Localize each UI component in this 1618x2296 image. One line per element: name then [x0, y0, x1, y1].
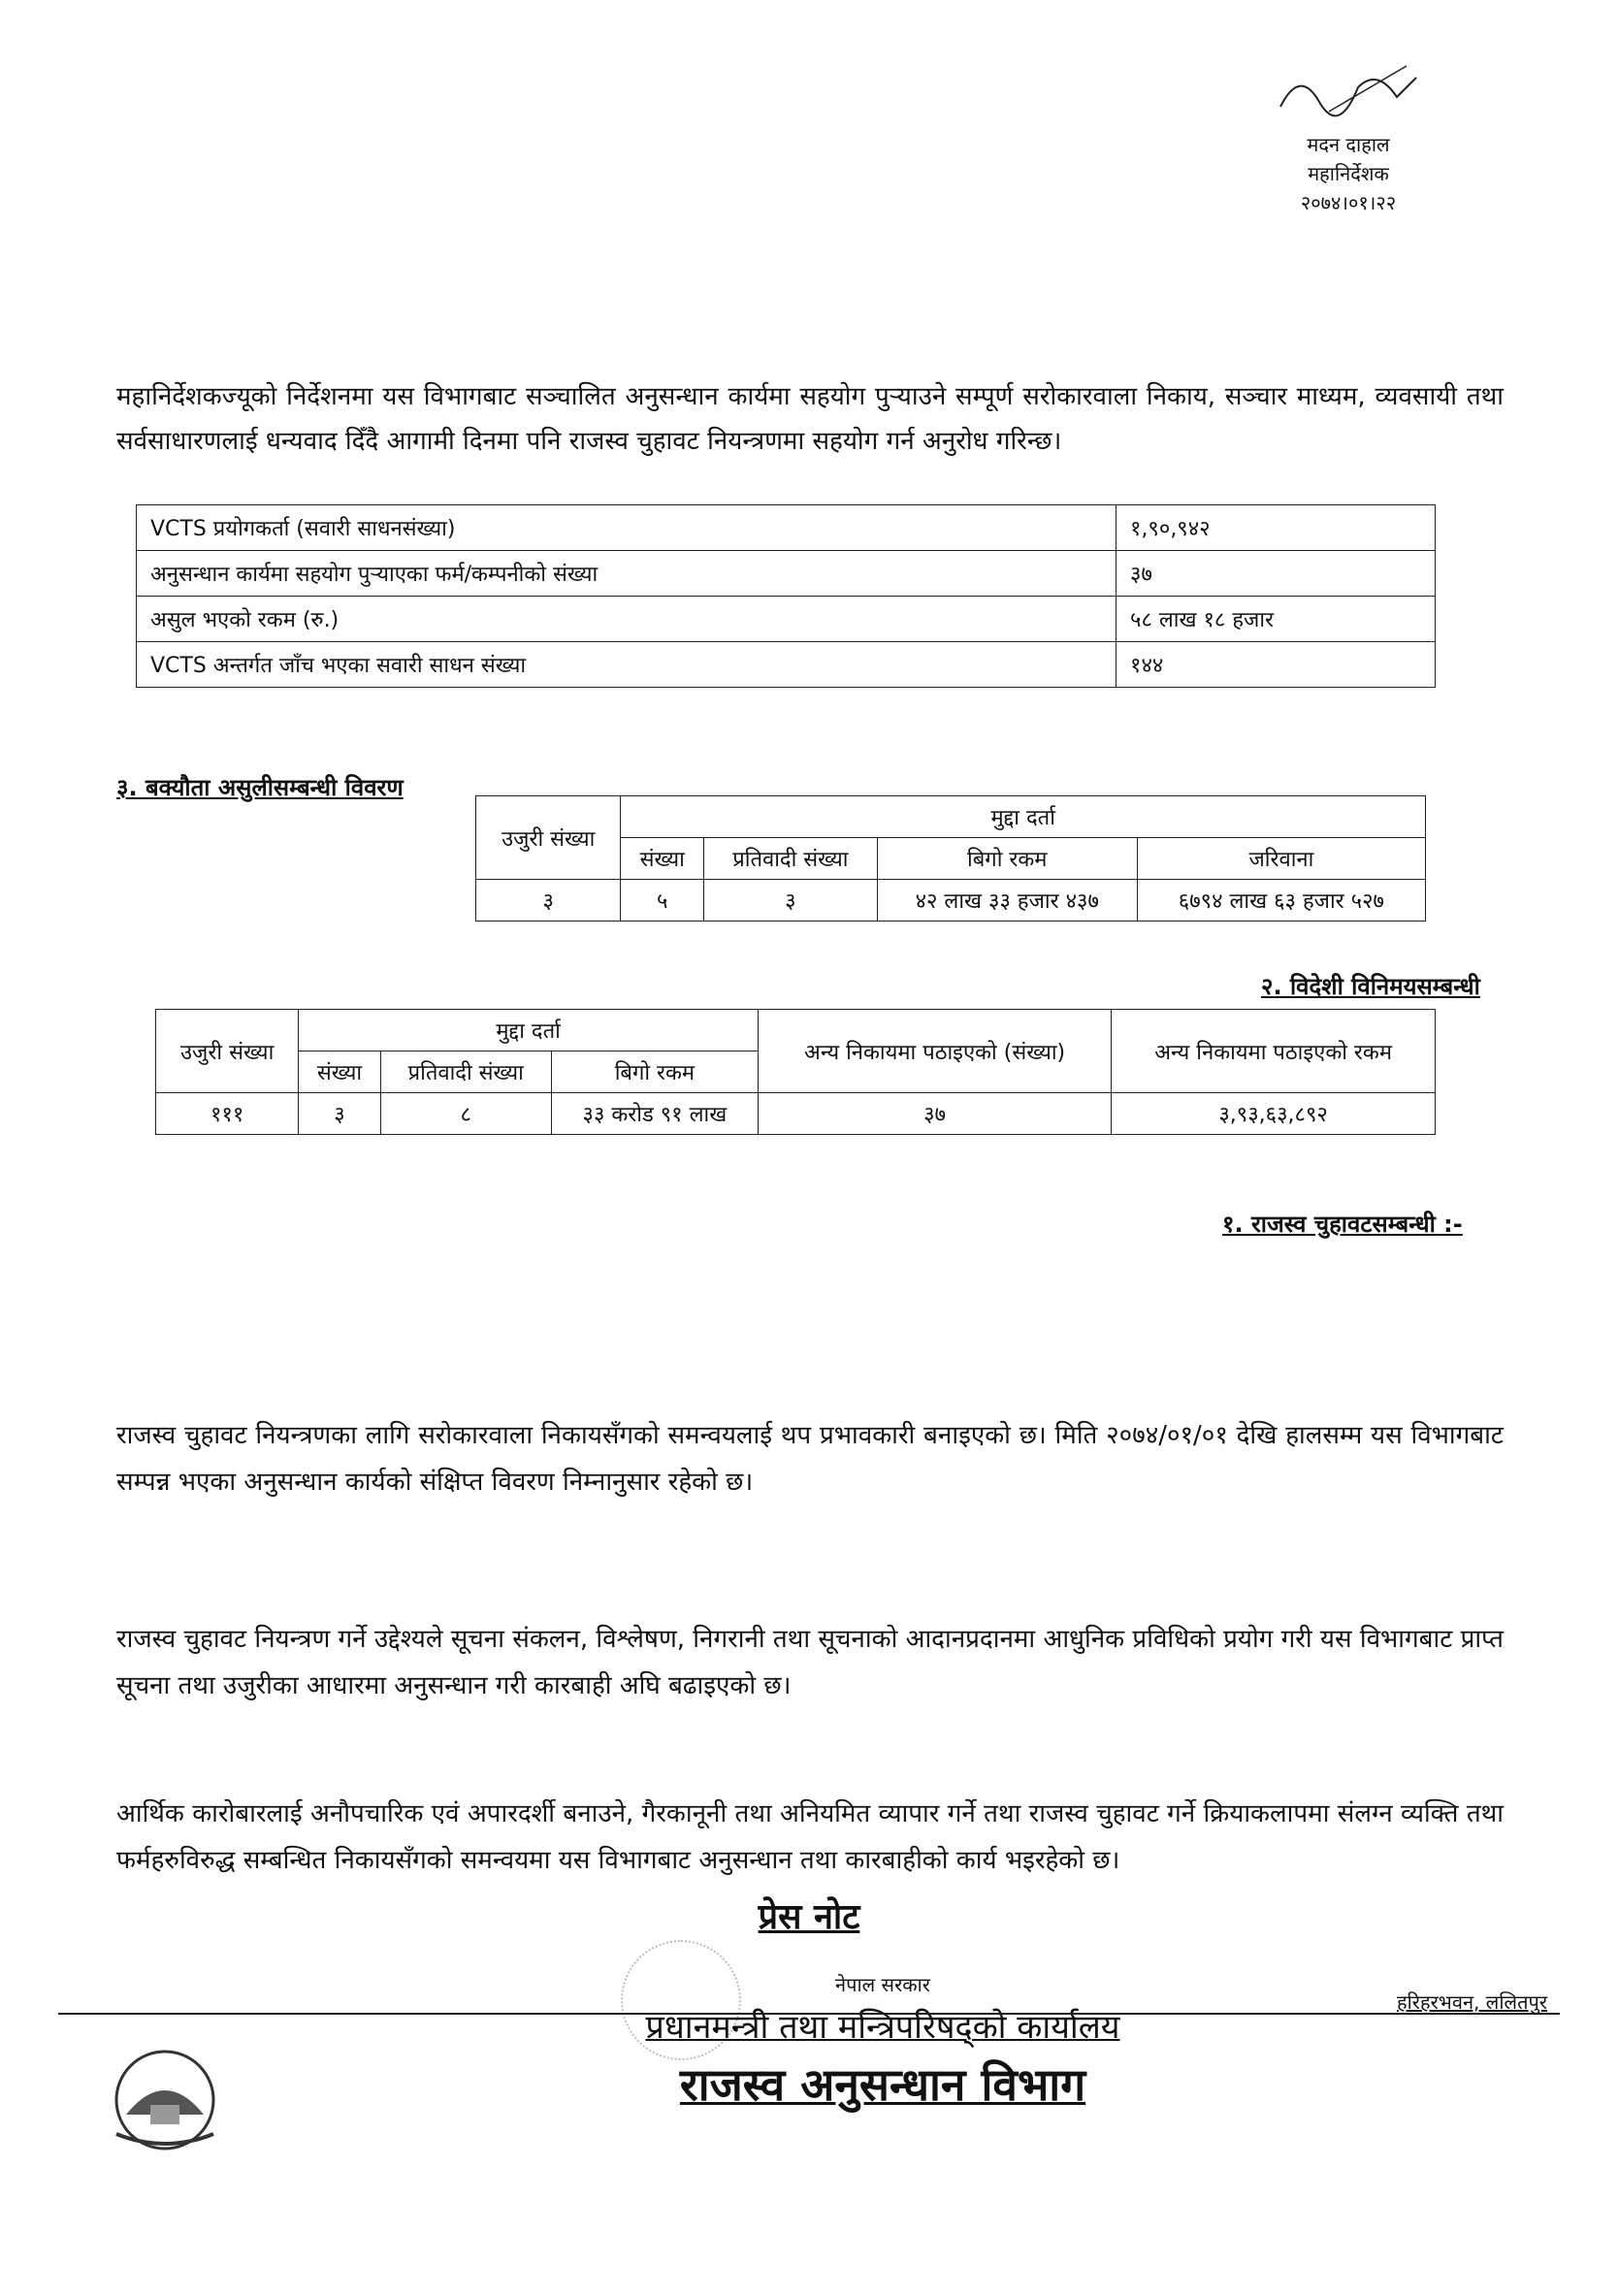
table-header: संख्या — [621, 838, 704, 880]
closing-paragraph: महानिर्देशकज्यूको निर्देशनमा यस विभागबाट सञ्चालित अनुसन्धान कार्यमा सहयोग पुर्‍याउने सम्पूर्ण सरोकारवाला निकाय, सञ्चार माध्यम, व्यवसायी तथा सर्वसाधारणलाई धन्यवाद दिँदै आगामी दिनमा पनि राजस्व चुहावट नियन्त्रणमा सहयोग गर्न अनुरोध गरिन्छ। — [116, 382, 1504, 456]
office-name: प्रधानमन्त्री तथा मन्त्रिपरिषद्को कार्यालय — [645, 2008, 1120, 2047]
table-header: अन्य निकायमा पठाइएको रकम — [1112, 1010, 1436, 1093]
table-header: संख्या — [299, 1051, 380, 1093]
table-row — [476, 880, 1426, 922]
vcts-summary-table — [136, 504, 1436, 688]
document-title: प्रेस नोट — [758, 1897, 860, 1937]
header-divider — [58, 2013, 1560, 2015]
paragraph-2: राजस्व चुहावट नियन्त्रण गर्ने उद्देश्यले सूचना संकलन, विश्लेषण, निगरानी तथा सूचनाको आदानप्रदानमा आधुनिक प्रविधिको प्रयोग गरी यस विभागबाट प्राप्त सूचना तथा उजुरीका आधारमा अनुसन्धान गरी कारबाही अघि बढाइएको छ। — [116, 1625, 1504, 1700]
foreign-exchange-table — [475, 795, 1426, 922]
table-cell: १११ — [156, 1093, 299, 1135]
table-cell: ८ — [380, 1093, 551, 1135]
section-heading-1: १. राजस्व चुहावटसम्बन्धी :- — [1222, 1211, 1463, 1238]
table-row — [156, 1093, 1436, 1135]
table-cell: १,९०,९४२ — [1116, 505, 1436, 551]
table-header: प्रतिवादी संख्या — [704, 838, 878, 880]
table-cell: ६७९४ लाख ६३ हजार ५२७ — [1137, 880, 1425, 922]
table-cell: ३,९३,६३,८९२ — [1112, 1093, 1436, 1135]
table-header: बिगो रकम — [877, 838, 1137, 880]
office-address: हरिहरभवन, ललितपुर — [1397, 1990, 1548, 2014]
table-cell: ५८ लाख १८ हजार — [1116, 597, 1436, 642]
table-row — [137, 551, 1436, 597]
table-cell: अनुसन्धान कार्यमा सहयोग पुर्‍याएका फर्म/कम्पनीको संख्या — [137, 551, 1116, 597]
table-row — [137, 597, 1436, 642]
table-row — [137, 642, 1436, 688]
table-row — [137, 505, 1436, 551]
table-cell: १४४ — [1116, 642, 1436, 688]
section-heading-3: ३. बक्यौता असुलीसम्बन्धी विवरण — [116, 774, 404, 801]
signatory-title: महानिर्देशक — [1308, 162, 1389, 185]
table-header: उजुरी संख्या — [156, 1010, 299, 1093]
table-cell: ४२ लाख ३३ हजार ४३७ — [877, 880, 1137, 922]
signatory-name: मदन दाहाल — [1307, 133, 1390, 156]
handwritten-signature-icon — [1271, 58, 1426, 126]
paragraph-1: आर्थिक कारोबारलाई अनौपचारिक एवं अपारदर्शी बनाउने, गैरकानूनी तथा अनियमित व्यापार गर्ने तथा राजस्व चुहावट गर्ने क्रियाकलापमा संलग्न व्यक्ति तथा फर्महरुविरुद्ध सम्बन्धित निकायसँगको समन्वयमा यस विभागबाट अनुसन्धान तथा कारबाहीको कार्य भइरहेको छ। — [116, 1799, 1504, 1875]
table-header: बिगो रकम — [551, 1051, 758, 1093]
paragraph-3: राजस्व चुहावट नियन्त्रणका लागि सरोकारवाला निकायसँगको समन्वयलाई थप प्रभावकारी बनाइएको छ। मिति २०७४/०१/०१ देखि हालसम्म यस विभागबाट सम्पन्न भएका अनुसन्धान कार्यको संक्षिप्त विवरण निम्नानुसार रहेको छ। — [116, 1421, 1504, 1497]
table-header: मुद्दा दर्ता — [299, 1010, 759, 1051]
table-cell: VCTS अन्तर्गत जाँच भएका सवारी साधन संख्या — [137, 642, 1116, 688]
table-cell: ३ — [704, 880, 878, 922]
signature-block — [1222, 58, 1474, 217]
table-header: प्रतिवादी संख्या — [380, 1051, 551, 1093]
table-cell: असुल भएको रकम (रु.) — [137, 597, 1116, 642]
table-header: जरिवाना — [1137, 838, 1425, 880]
department-name: राजस्व अनुसन्धान विभाग — [679, 2058, 1086, 2111]
table-header: उजुरी संख्या — [476, 796, 621, 880]
signature-date: २०७४।०१।२२ — [1300, 191, 1397, 214]
section-heading-2: २. विदेशी विनिमयसम्बन्धी — [1261, 973, 1480, 1000]
table-header: अन्य निकायमा पठाइएको (संख्या) — [758, 1010, 1111, 1093]
table-cell: ३७ — [1116, 551, 1436, 597]
table-cell: ५ — [621, 880, 704, 922]
table-header: मुद्दा दर्ता — [621, 796, 1426, 838]
table-cell: ३३ करोड ९१ लाख — [551, 1093, 758, 1135]
table-cell: ३ — [476, 880, 621, 922]
nepal-emblem-icon — [107, 2047, 223, 2153]
letterhead — [582, 1959, 1183, 2114]
table-cell: VCTS प्रयोगकर्ता (सवारी साधनसंख्या) — [137, 505, 1116, 551]
table-cell: ३७ — [758, 1093, 1111, 1135]
government-name: नेपाल सरकार — [835, 1973, 930, 1996]
table-cell: ३ — [299, 1093, 380, 1135]
revenue-leakage-table — [155, 1009, 1436, 1135]
